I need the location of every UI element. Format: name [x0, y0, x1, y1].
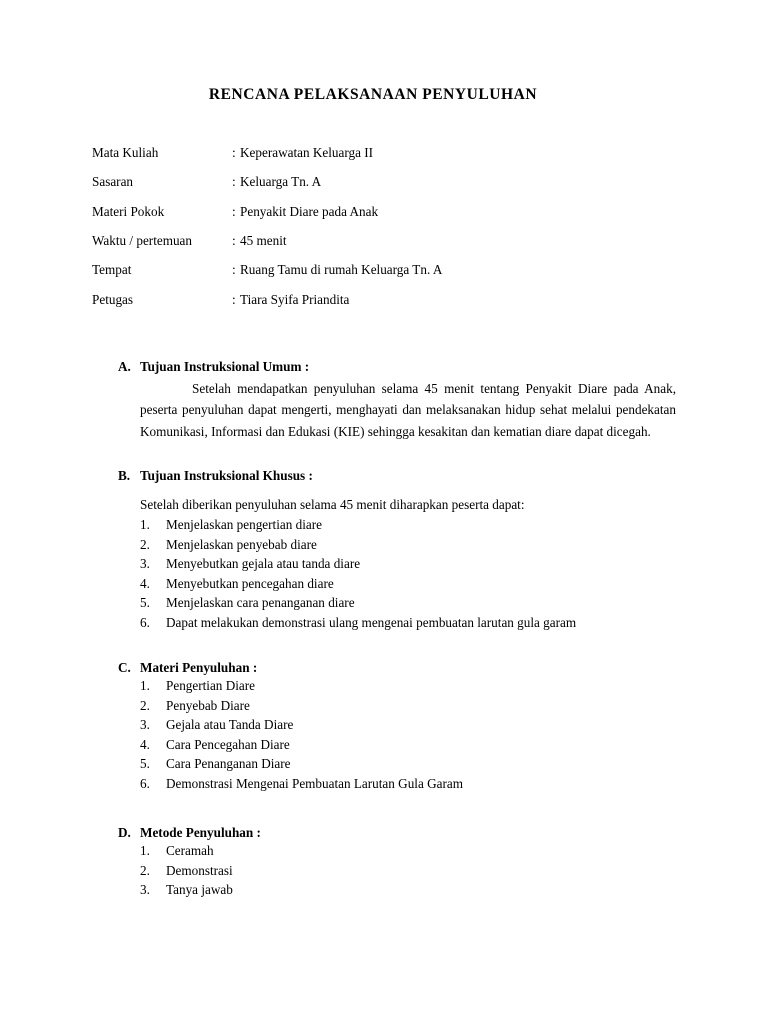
- table-row: [92, 145, 442, 174]
- meta-separator: :: [232, 174, 236, 190]
- list-item: [140, 613, 676, 633]
- meta-value-petugas: Tiara Syifa Priandita: [240, 291, 350, 307]
- section-title-d: Metode Penyuluhan :: [140, 825, 261, 841]
- section-d-list: [140, 841, 676, 900]
- meta-value-waktu: 45 menit: [240, 233, 287, 249]
- meta-label-waktu: Waktu / pertemuan: [92, 233, 193, 249]
- section-heading-b: [118, 468, 676, 484]
- list-item-number: 1.: [140, 843, 150, 859]
- section-tujuan-instruksional-khusus: [118, 468, 676, 632]
- list-item-number: 2.: [140, 536, 150, 552]
- list-item-number: 3.: [140, 882, 150, 898]
- meta-label-petugas: Petugas: [92, 291, 134, 307]
- section-metode-penyuluhan: [118, 825, 676, 899]
- section-title-b: Tujuan Instruksional Khusus :: [140, 468, 313, 484]
- list-item-number: 2.: [140, 862, 150, 878]
- list-item-number: 3.: [140, 717, 150, 733]
- section-letter-a: A.: [118, 359, 131, 375]
- list-item-label: Menjelaskan penyebab diare: [166, 536, 317, 552]
- list-item-label: Tanya jawab: [166, 882, 233, 898]
- list-item-label: Cara Penanganan Diare: [166, 756, 291, 772]
- meta-value-tempat: Ruang Tamu di rumah Keluarga Tn. A: [240, 262, 443, 278]
- meta-separator: :: [232, 262, 236, 278]
- list-item: [140, 593, 676, 613]
- list-item-label: Menjelaskan cara penanganan diare: [166, 595, 355, 611]
- meta-label-tempat: Tempat: [92, 262, 132, 278]
- list-item-number: 6.: [140, 775, 150, 791]
- section-title-a: Tujuan Instruksional Umum :: [140, 359, 310, 375]
- list-item-number: 6.: [140, 614, 150, 630]
- meta-value-mata-kuliah: Keperawatan Keluarga II: [240, 145, 374, 160]
- meta-separator: :: [232, 203, 236, 219]
- list-item-label: Menyebutkan pencegahan diare: [166, 575, 334, 591]
- list-item-label: Dapat melakukan demonstrasi ulang mengenai pembuatan larutan gula garam: [166, 614, 577, 630]
- section-letter-d: D.: [118, 825, 131, 841]
- section-title-c: Materi Penyuluhan :: [140, 660, 258, 676]
- section-c-list: [140, 676, 676, 793]
- list-item: [140, 554, 676, 574]
- section-b-list: [140, 515, 676, 632]
- list-item-number: 3.: [140, 556, 150, 572]
- meta-separator: :: [232, 291, 236, 307]
- meta-label-mata-kuliah: Mata Kuliah: [92, 145, 159, 160]
- list-item: [140, 735, 676, 755]
- meta-value-materi-pokok: Penyakit Diare pada Anak: [240, 203, 379, 219]
- list-item: [140, 696, 676, 716]
- meta-label-materi-pokok: Materi Pokok: [92, 203, 165, 219]
- section-body-c: [140, 676, 676, 793]
- section-body-a: [140, 378, 676, 442]
- list-item: [140, 535, 676, 555]
- list-item: [140, 841, 676, 861]
- list-item-label: Ceramah: [166, 843, 214, 859]
- section-b-intro: Setelah diberikan penyuluhan selama 45 menit diharapkan peserta dapat:: [140, 496, 525, 512]
- table-row: [92, 204, 442, 233]
- table-row: [92, 233, 442, 262]
- section-tujuan-instruksional-umum: [118, 359, 676, 442]
- list-item-label: Menjelaskan pengertian diare: [166, 517, 322, 533]
- list-item-label: Demonstrasi: [166, 862, 233, 878]
- section-body-b: [140, 494, 676, 632]
- list-item: [140, 754, 676, 774]
- meta-separator: :: [232, 145, 236, 160]
- list-item-number: 4.: [140, 575, 150, 591]
- list-item-label: Menyebutkan gejala atau tanda diare: [166, 556, 361, 572]
- meta-separator: :: [232, 233, 236, 249]
- meta-label-sasaran: Sasaran: [92, 174, 134, 190]
- list-item: [140, 676, 676, 696]
- list-item-number: 1.: [140, 517, 150, 533]
- list-item: [140, 774, 676, 794]
- list-item-label: Demonstrasi Mengenai Pembuatan Larutan Gula Garam: [166, 775, 463, 791]
- list-item-label: Penyebab Diare: [166, 697, 250, 713]
- section-materi-penyuluhan: [118, 660, 676, 793]
- document-metadata-table: [92, 145, 442, 321]
- section-heading-c: [118, 660, 676, 676]
- list-item-number: 5.: [140, 595, 150, 611]
- list-item: [140, 574, 676, 594]
- table-row: [92, 292, 442, 321]
- section-a-paragraph: Setelah mendapatkan penyuluhan selama 45 menit tentang Penyakit Diare pada Anak, peserta penyuluhan dapat mengerti, menghayati dan melaksanakan hidup sehat melalui pendekatan Komunikasi, Informasi dan Edukasi (KIE) sehingga kesakitan dan kematian diare dapat dicegah.: [140, 381, 676, 439]
- section-heading-d: [118, 825, 676, 841]
- list-item: [140, 715, 676, 735]
- list-item-label: Cara Pencegahan Diare: [166, 736, 290, 752]
- section-heading-a: [118, 359, 676, 375]
- page-title: RENCANA PELAKSANAAN PENYULUHAN: [208, 86, 538, 103]
- list-item: [140, 861, 676, 881]
- table-row: [92, 174, 442, 203]
- list-item-label: Pengertian Diare: [166, 678, 255, 694]
- list-item-number: 5.: [140, 756, 150, 772]
- section-body-d: [140, 841, 676, 900]
- table-row: [92, 262, 442, 291]
- list-item-number: 4.: [140, 736, 150, 752]
- list-item-number: 2.: [140, 697, 150, 713]
- list-item-number: 1.: [140, 678, 150, 694]
- section-letter-c: C.: [118, 660, 131, 676]
- list-item-label: Gejala atau Tanda Diare: [166, 717, 294, 733]
- list-item: [140, 515, 676, 535]
- section-letter-b: B.: [118, 468, 131, 484]
- list-item: [140, 880, 676, 900]
- meta-value-sasaran: Keluarga Tn. A: [240, 174, 322, 190]
